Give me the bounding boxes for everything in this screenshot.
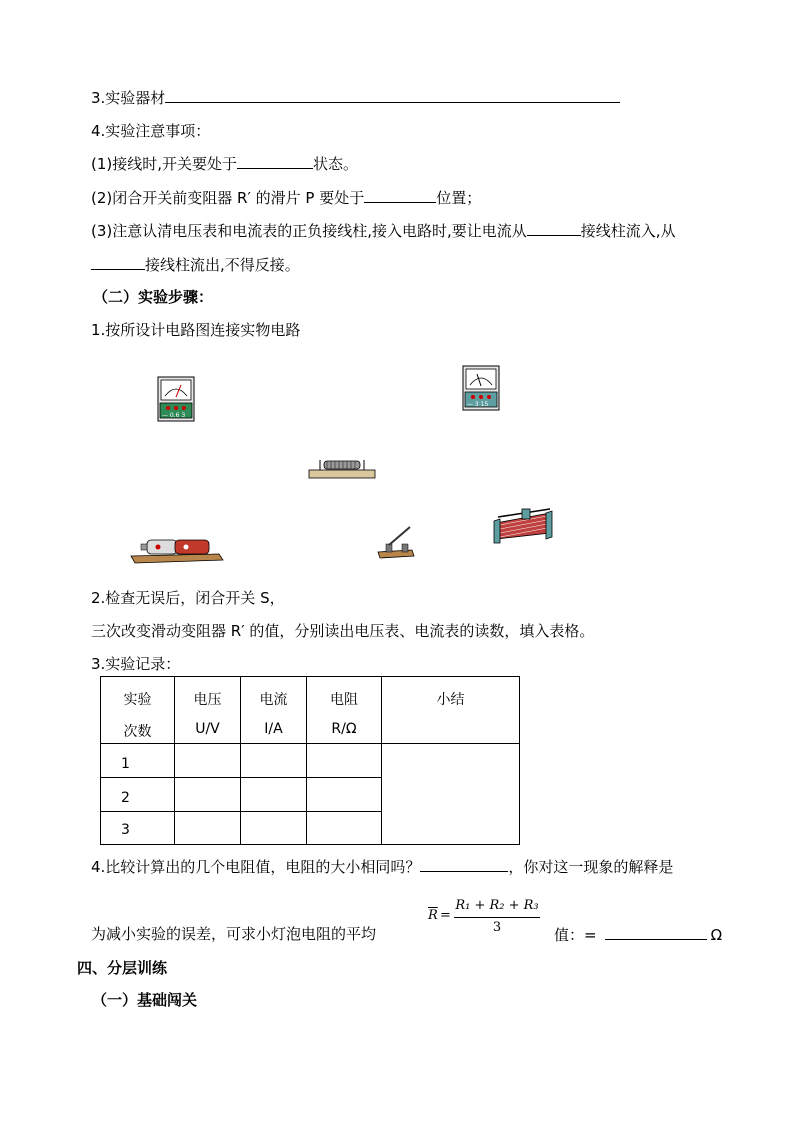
- note-2-pre: (2)闭合开关前变阻器 R′ 的滑片 P 要处于: [91, 189, 365, 207]
- header-current: [241, 677, 307, 744]
- current-cell[interactable]: [241, 744, 307, 778]
- header-resistance: [307, 677, 382, 744]
- equipment-blank[interactable]: [165, 87, 620, 103]
- record-table: [100, 676, 520, 845]
- note-3-blank-b[interactable]: [91, 254, 145, 270]
- summary-cell[interactable]: [382, 744, 520, 845]
- resistance-cell[interactable]: [307, 778, 382, 812]
- header-voltage-line1: 电压: [193, 692, 222, 708]
- formula-bar: [454, 917, 540, 918]
- average-value-label: 值：=: [554, 926, 597, 944]
- step-4-blank[interactable]: [420, 856, 508, 872]
- note-2: [91, 187, 481, 208]
- voltmeter-scale: — 3 15: [467, 401, 489, 408]
- trial-number: 2: [101, 778, 175, 812]
- ammeter-illustration: [157, 376, 195, 422]
- rheostat-illustration: [492, 505, 554, 545]
- section-4-heading: 四、分层训练: [77, 959, 168, 977]
- table-row: [101, 744, 520, 778]
- switch-illustration: [376, 524, 416, 560]
- trial-number: 3: [101, 812, 175, 845]
- step-1: 1.按所设计电路图连接实物电路: [91, 321, 301, 339]
- current-cell[interactable]: [241, 812, 307, 845]
- formula-numerator: R₁ + R₂ + R₃: [455, 898, 539, 913]
- note-3-blank-a[interactable]: [527, 220, 581, 236]
- trial-number: 1: [101, 744, 175, 778]
- formula-denominator: 3: [492, 920, 502, 935]
- header-resistance-line1: 电阻: [330, 692, 358, 708]
- notes-title: 4.实验注意事项：: [91, 122, 211, 140]
- equipment-label: 3.实验器材: [91, 89, 166, 107]
- note-1-pre: (1)接线时,开关要处于: [91, 155, 238, 173]
- step-2: 2.检查无误后，闭合开关 S，: [91, 589, 285, 607]
- step-4: [91, 856, 673, 877]
- step-3: 3.实验记录：: [91, 655, 181, 673]
- step-4-pre: 4.比较计算出的几个电阻值，电阻的大小相同吗？: [91, 858, 421, 876]
- header-summary-line1: 小结: [436, 692, 465, 708]
- note-3-mid: 接线柱流入,从: [580, 222, 676, 240]
- note-3-post: 接线柱流出,不得反接。: [145, 256, 300, 274]
- voltage-cell[interactable]: [175, 744, 241, 778]
- ohm-unit: Ω: [710, 926, 723, 944]
- header-voltage-line2: U/V: [195, 721, 220, 737]
- note-3-pre: (3)注意认清电压表和电流表的正负接线柱,接入电路时,要让电流从: [91, 222, 527, 240]
- step-2b: 三次改变滑动变阻器 R′ 的值，分别读出电压表、电流表的读数，填入表格。: [91, 622, 595, 640]
- resistance-cell[interactable]: [307, 744, 382, 778]
- header-resistance-line2: R/Ω: [331, 721, 357, 737]
- header-current-line2: I/A: [264, 721, 283, 737]
- resistor-illustration: [308, 456, 376, 480]
- voltage-cell[interactable]: [175, 812, 241, 845]
- note-2-blank[interactable]: [364, 187, 436, 203]
- formula-lhs: $\overline{R}$: [428, 908, 438, 923]
- header-trial: [101, 677, 175, 744]
- equipment-line: [91, 87, 620, 108]
- battery-illustration: [129, 532, 224, 564]
- header-current-line1: 电流: [259, 692, 288, 708]
- header-trial-line2: 次数: [123, 724, 152, 740]
- steps-heading: （二）实验步骤：: [93, 288, 214, 306]
- section-4-sub: （一）基础闯关: [92, 991, 198, 1009]
- average-value-line: [554, 924, 722, 945]
- ammeter-scale: — 0.6 3: [162, 412, 186, 419]
- step-4-post: ，你对这一现象的解释是: [508, 858, 674, 876]
- note-3: [91, 220, 676, 241]
- voltmeter-illustration: [462, 365, 500, 411]
- note-3-cont: [91, 254, 300, 275]
- formula-equals: =: [440, 908, 451, 923]
- current-cell[interactable]: [241, 778, 307, 812]
- header-voltage: [175, 677, 241, 744]
- note-1-blank[interactable]: [237, 153, 313, 169]
- average-text: 为减小实验的误差，可求小灯泡电阻的平均: [91, 925, 377, 943]
- voltage-cell[interactable]: [175, 778, 241, 812]
- note-1-post: 状态。: [313, 155, 359, 173]
- header-summary: [382, 677, 520, 744]
- header-trial-line1: 实验: [123, 692, 152, 708]
- resistance-cell[interactable]: [307, 812, 382, 845]
- note-1: [91, 153, 358, 174]
- average-value-blank[interactable]: [605, 924, 707, 940]
- note-2-post: 位置；: [436, 189, 482, 207]
- table-header-row: [101, 677, 520, 744]
